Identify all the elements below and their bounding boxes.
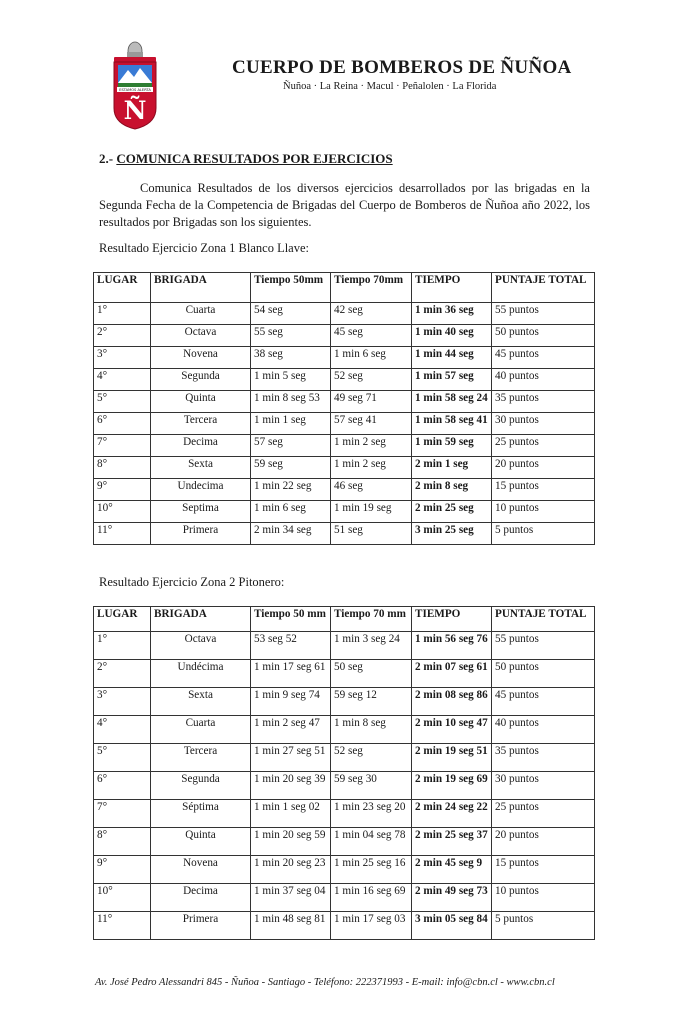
time-70mm-cell: 52 seg — [331, 744, 412, 772]
time-50mm-cell: 1 min 8 seg 53 — [251, 391, 331, 413]
header-cell: Tiempo 70 mm — [331, 607, 412, 632]
brigade-cell: Cuarta — [151, 716, 251, 744]
organization-subtitle: Ñuñoa · La Reina · Macul · Peñalolen · La Florida — [283, 81, 497, 92]
total-time-cell: 2 min 19 seg 69 — [412, 772, 492, 800]
crest-logo — [112, 40, 158, 130]
brigade-cell: Segunda — [151, 369, 251, 391]
header-cell: BRIGADA — [151, 607, 251, 632]
time-50mm-cell: 1 min 20 seg 59 — [251, 828, 331, 856]
table-row — [94, 523, 595, 545]
place-cell: 10° — [94, 884, 151, 912]
header-cell: Tiempo 50 mm — [251, 607, 331, 632]
table-row — [94, 479, 595, 501]
table-row — [94, 501, 595, 523]
table2-caption: Resultado Ejercicio Zona 2 Pitonero: — [99, 575, 285, 589]
time-70mm-cell: 1 min 16 seg 69 — [331, 884, 412, 912]
score-cell: 15 puntos — [492, 479, 595, 501]
brigade-cell: Decima — [151, 884, 251, 912]
time-50mm-cell: 53 seg 52 — [251, 632, 331, 660]
table-row — [94, 884, 595, 912]
score-cell: 45 puntos — [492, 688, 595, 716]
table-row — [94, 413, 595, 435]
total-time-cell: 1 min 44 seg — [412, 347, 492, 369]
time-50mm-cell: 1 min 1 seg 02 — [251, 800, 331, 828]
table-row — [94, 457, 595, 479]
total-time-cell: 1 min 58 seg 24 — [412, 391, 492, 413]
total-time-cell: 1 min 40 seg — [412, 325, 492, 347]
score-cell: 50 puntos — [492, 660, 595, 688]
time-50mm-cell: 1 min 22 seg — [251, 479, 331, 501]
time-70mm-cell: 1 min 23 seg 20 — [331, 800, 412, 828]
score-cell: 55 puntos — [492, 632, 595, 660]
place-cell: 1° — [94, 303, 151, 325]
score-cell: 40 puntos — [492, 716, 595, 744]
crest-motto: ESTAMOS ALERTA — [119, 88, 151, 92]
brigade-cell: Quinta — [151, 391, 251, 413]
time-50mm-cell: 1 min 20 seg 23 — [251, 856, 331, 884]
time-70mm-cell: 59 seg 12 — [331, 688, 412, 716]
total-time-cell: 3 min 05 seg 84 — [412, 912, 492, 940]
score-cell: 30 puntos — [492, 413, 595, 435]
header-cell: LUGAR — [94, 607, 151, 632]
score-cell: 45 puntos — [492, 347, 595, 369]
brigade-cell: Septima — [151, 501, 251, 523]
time-70mm-cell: 57 seg 41 — [331, 413, 412, 435]
table-header-row — [94, 273, 595, 303]
table-row — [94, 303, 595, 325]
table-row — [94, 912, 595, 940]
score-cell: 20 puntos — [492, 828, 595, 856]
brigade-cell: Novena — [151, 347, 251, 369]
place-cell: 1° — [94, 632, 151, 660]
score-cell: 15 puntos — [492, 856, 595, 884]
time-50mm-cell: 1 min 27 seg 51 — [251, 744, 331, 772]
brigade-cell: Octava — [151, 325, 251, 347]
place-cell: 3° — [94, 347, 151, 369]
total-time-cell: 1 min 56 seg 76 — [412, 632, 492, 660]
organization-title: CUERPO DE BOMBEROS DE ÑUÑOA — [232, 57, 572, 78]
time-70mm-cell: 1 min 25 seg 16 — [331, 856, 412, 884]
score-cell: 5 puntos — [492, 912, 595, 940]
brigade-cell: Decima — [151, 435, 251, 457]
time-70mm-cell: 42 seg — [331, 303, 412, 325]
table-row — [94, 369, 595, 391]
table-row — [94, 688, 595, 716]
score-cell: 40 puntos — [492, 369, 595, 391]
time-50mm-cell: 1 min 20 seg 39 — [251, 772, 331, 800]
place-cell: 7° — [94, 435, 151, 457]
results-table-zona2 — [93, 606, 595, 940]
time-50mm-cell: 38 seg — [251, 347, 331, 369]
score-cell: 10 puntos — [492, 501, 595, 523]
table-row — [94, 828, 595, 856]
time-70mm-cell: 49 seg 71 — [331, 391, 412, 413]
table-row — [94, 744, 595, 772]
time-70mm-cell: 51 seg — [331, 523, 412, 545]
header-cell: Tiempo 70mm — [331, 273, 412, 303]
total-time-cell: 2 min 08 seg 86 — [412, 688, 492, 716]
header-cell: Tiempo 50mm — [251, 273, 331, 303]
time-70mm-cell: 1 min 19 seg — [331, 501, 412, 523]
table-row — [94, 660, 595, 688]
brigade-cell: Primera — [151, 912, 251, 940]
time-70mm-cell: 59 seg 30 — [331, 772, 412, 800]
time-50mm-cell: 1 min 2 seg 47 — [251, 716, 331, 744]
total-time-cell: 2 min 24 seg 22 — [412, 800, 492, 828]
brigade-cell: Undecima — [151, 479, 251, 501]
place-cell: 2° — [94, 660, 151, 688]
brigade-cell: Tercera — [151, 413, 251, 435]
crest-letter: Ñ — [123, 96, 147, 125]
time-70mm-cell: 1 min 3 seg 24 — [331, 632, 412, 660]
brigade-cell: Primera — [151, 523, 251, 545]
brigade-cell: Séptima — [151, 800, 251, 828]
header-cell: LUGAR — [94, 273, 151, 303]
brigade-cell: Segunda — [151, 772, 251, 800]
header-cell: TIEMPO — [412, 607, 492, 632]
time-70mm-cell: 46 seg — [331, 479, 412, 501]
score-cell: 35 puntos — [492, 744, 595, 772]
section-number: 2.- — [99, 151, 114, 166]
total-time-cell: 2 min 07 seg 61 — [412, 660, 492, 688]
intro-paragraph: Comunica Resultados de los diversos ejercicios desarrollados por las brigadas en la Segunda Fecha de la Competencia de Brigadas del Cuerpo de Bomberos de Ñuñoa año 2022, los resultados por Brigadas son los siguientes. — [99, 181, 590, 229]
total-time-cell: 1 min 36 seg — [412, 303, 492, 325]
place-cell: 5° — [94, 391, 151, 413]
time-70mm-cell: 50 seg — [331, 660, 412, 688]
place-cell: 7° — [94, 800, 151, 828]
time-50mm-cell: 1 min 6 seg — [251, 501, 331, 523]
score-cell: 30 puntos — [492, 772, 595, 800]
time-50mm-cell: 57 seg — [251, 435, 331, 457]
header-cell: PUNTAJE TOTAL — [492, 273, 595, 303]
time-50mm-cell: 1 min 1 seg — [251, 413, 331, 435]
score-cell: 5 puntos — [492, 523, 595, 545]
table-row — [94, 325, 595, 347]
score-cell: 25 puntos — [492, 435, 595, 457]
table-row — [94, 632, 595, 660]
score-cell: 55 puntos — [492, 303, 595, 325]
table-header-row — [94, 607, 595, 632]
table-row — [94, 391, 595, 413]
time-50mm-cell: 55 seg — [251, 325, 331, 347]
table-row — [94, 347, 595, 369]
total-time-cell: 2 min 19 seg 51 — [412, 744, 492, 772]
total-time-cell: 3 min 25 seg — [412, 523, 492, 545]
total-time-cell: 1 min 58 seg 41 — [412, 413, 492, 435]
place-cell: 10° — [94, 501, 151, 523]
score-cell: 20 puntos — [492, 457, 595, 479]
header-cell: PUNTAJE TOTAL — [492, 607, 595, 632]
time-50mm-cell: 1 min 48 seg 81 — [251, 912, 331, 940]
time-50mm-cell: 59 seg — [251, 457, 331, 479]
place-cell: 3° — [94, 688, 151, 716]
time-70mm-cell: 1 min 2 seg — [331, 457, 412, 479]
time-70mm-cell: 1 min 04 seg 78 — [331, 828, 412, 856]
total-time-cell: 2 min 25 seg 37 — [412, 828, 492, 856]
total-time-cell: 2 min 49 seg 73 — [412, 884, 492, 912]
place-cell: 6° — [94, 413, 151, 435]
time-70mm-cell: 45 seg — [331, 325, 412, 347]
time-50mm-cell: 1 min 37 seg 04 — [251, 884, 331, 912]
section-heading — [99, 151, 393, 167]
results-table-zona1 — [93, 272, 595, 545]
place-cell: 11° — [94, 912, 151, 940]
table1-caption: Resultado Ejercicio Zona 1 Blanco Llave: — [99, 241, 309, 255]
brigade-cell: Undécima — [151, 660, 251, 688]
total-time-cell: 2 min 1 seg — [412, 457, 492, 479]
place-cell: 8° — [94, 828, 151, 856]
total-time-cell: 2 min 45 seg 9 — [412, 856, 492, 884]
score-cell: 35 puntos — [492, 391, 595, 413]
brigade-cell: Sexta — [151, 457, 251, 479]
total-time-cell: 2 min 8 seg — [412, 479, 492, 501]
table-row — [94, 772, 595, 800]
place-cell: 9° — [94, 856, 151, 884]
time-70mm-cell: 1 min 17 seg 03 — [331, 912, 412, 940]
place-cell: 9° — [94, 479, 151, 501]
total-time-cell: 2 min 10 seg 47 — [412, 716, 492, 744]
brigade-cell: Quinta — [151, 828, 251, 856]
place-cell: 6° — [94, 772, 151, 800]
time-50mm-cell: 54 seg — [251, 303, 331, 325]
score-cell: 50 puntos — [492, 325, 595, 347]
section-title: COMUNICA RESULTADOS POR EJERCICIOS — [116, 151, 393, 166]
time-50mm-cell: 2 min 34 seg — [251, 523, 331, 545]
score-cell: 10 puntos — [492, 884, 595, 912]
brigade-cell: Cuarta — [151, 303, 251, 325]
brigade-cell: Novena — [151, 856, 251, 884]
table-row — [94, 435, 595, 457]
brigade-cell: Sexta — [151, 688, 251, 716]
score-cell: 25 puntos — [492, 800, 595, 828]
brigade-cell: Octava — [151, 632, 251, 660]
time-50mm-cell: 1 min 17 seg 61 — [251, 660, 331, 688]
brigade-cell: Tercera — [151, 744, 251, 772]
total-time-cell: 2 min 25 seg — [412, 501, 492, 523]
time-50mm-cell: 1 min 5 seg — [251, 369, 331, 391]
table-row — [94, 716, 595, 744]
place-cell: 8° — [94, 457, 151, 479]
place-cell: 4° — [94, 369, 151, 391]
total-time-cell: 1 min 57 seg — [412, 369, 492, 391]
table-row — [94, 856, 595, 884]
place-cell: 11° — [94, 523, 151, 545]
time-70mm-cell: 1 min 2 seg — [331, 435, 412, 457]
time-70mm-cell: 1 min 6 seg — [331, 347, 412, 369]
header-cell: TIEMPO — [412, 273, 492, 303]
place-cell: 4° — [94, 716, 151, 744]
place-cell: 2° — [94, 325, 151, 347]
time-70mm-cell: 1 min 8 seg — [331, 716, 412, 744]
total-time-cell: 1 min 59 seg — [412, 435, 492, 457]
header-cell: BRIGADA — [151, 273, 251, 303]
time-50mm-cell: 1 min 9 seg 74 — [251, 688, 331, 716]
time-70mm-cell: 52 seg — [331, 369, 412, 391]
footer-address: Av. José Pedro Alessandri 845 - Ñuñoa - Santiago - Teléfono: 222371993 - E-mail: info@cbn.cl - www.cbn.cl — [95, 977, 555, 988]
place-cell: 5° — [94, 744, 151, 772]
table-row — [94, 800, 595, 828]
